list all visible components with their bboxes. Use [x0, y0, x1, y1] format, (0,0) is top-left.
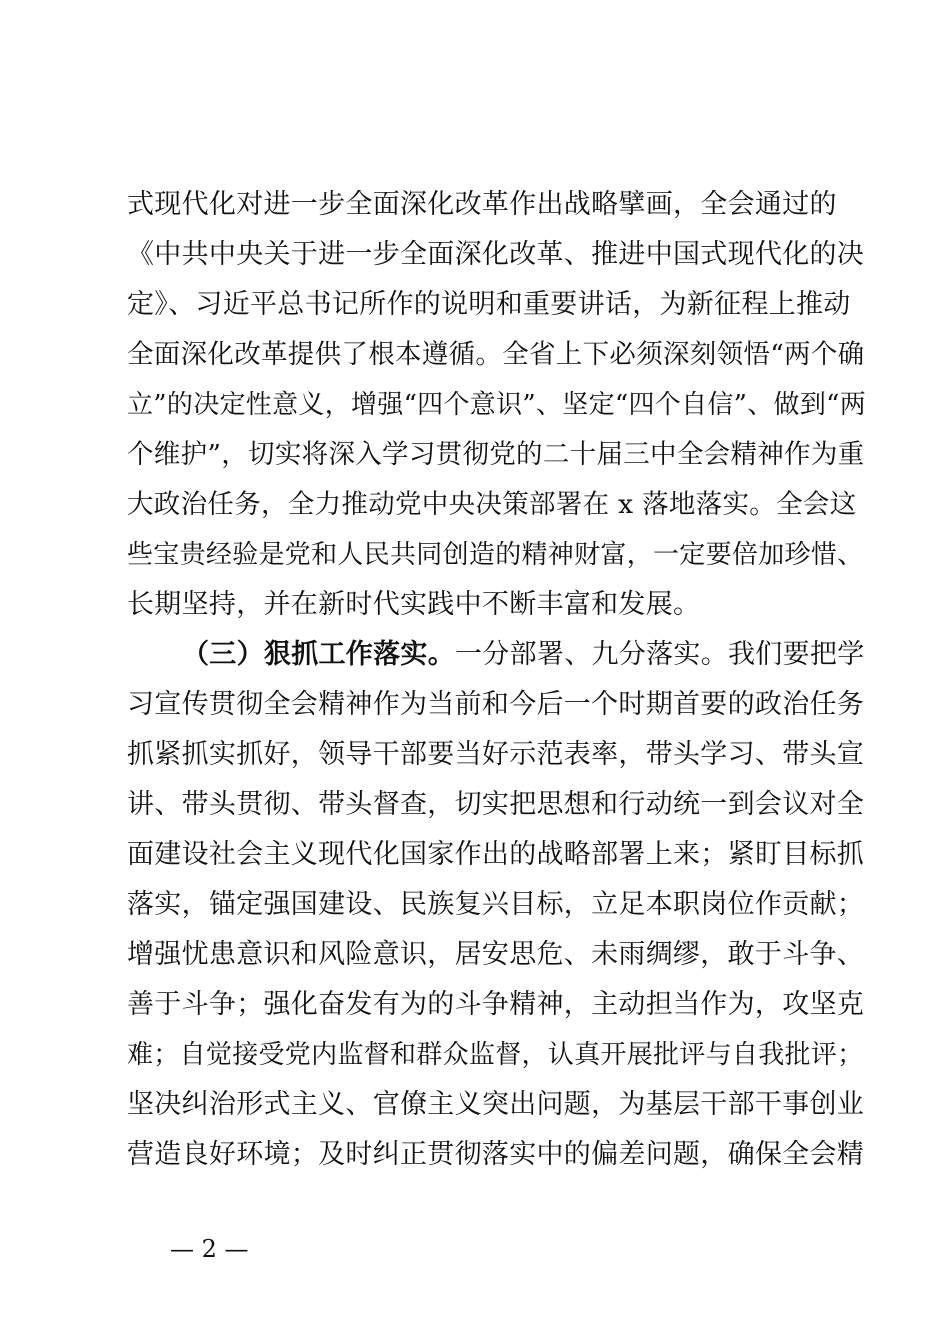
paragraph-line: 些宝贵经验是党和人民共同创造的精神财富，一定要倍加珍惜、 [127, 540, 864, 570]
paragraph-line: 立”的决定性意义，增强“四个意识”、坚定“四个自信”、做到“两 [127, 390, 867, 420]
paragraph-line: 式现代化对进一步全面深化改革作出战略擘画，全会通过的 [127, 189, 837, 220]
paragraph-line: 定》、习近平总书记所作的说明和重要讲话，为新征程上推动 [127, 289, 851, 320]
paragraph-line: 大政治任务，全力推动党中央决策部署在 x 落地落实。全会这 [127, 489, 857, 520]
paragraph-line: 全面深化改革提供了根本遵循。全省上下必须深刻领悟“两个确 [127, 339, 865, 370]
paragraph-line: 个维护”，切实将深入学习贯彻党的二十届三中全会精神作为重 [127, 439, 865, 470]
section-heading: （三）狠抓工作落实。 [182, 639, 455, 670]
paragraph-line: 习宣传贯彻全会精神作为当前和今后一个时期首要的政治任务 [127, 689, 865, 720]
paragraph-line: 善于斗争；强化奋发有为的斗争精神，主动担当作为，攻坚克 [127, 989, 865, 1020]
paragraph-line: 落实，锚定强国建设、民族复兴目标，立足本职岗位作贡献； [127, 889, 865, 920]
paragraph-line: 长期坚持，并在新时代实践中不断丰富和发展。 [127, 589, 701, 620]
paragraph-line: 坚决纠治形式主义、官僚主义突出问题，为基层干部干事创业 [127, 1089, 865, 1120]
page-number: — 2 — [170, 1235, 249, 1263]
paragraph-line: 营造良好环境；及时纠正贯彻落实中的偏差问题，确保全会精 [127, 1139, 865, 1170]
paragraph-line: 《中共中央关于进一步全面深化改革、推进中国式现代化的决 [127, 239, 865, 270]
paragraph-line: 增强忧患意识和风险意识，居安思危、未雨绸缪，敢于斗争、 [127, 939, 865, 970]
paragraph-line: 讲、带头贯彻、带头督查，切实把思想和行动统一到会议对全 [127, 789, 865, 820]
section-first-line [182, 635, 872, 675]
paragraph-line: 抓紧抓实抓好，领导干部要当好示范表率，带头学习、带头宣 [127, 739, 865, 770]
section-first-line-text: 一分部署、九分落实。我们要把学 [455, 639, 865, 670]
paragraph-line: 面建设社会主义现代化国家作出的战略部署上来；紧盯目标抓 [127, 839, 865, 870]
paragraph-line: 难；自觉接受党内监督和群众监督，认真开展批评与自我批评； [127, 1040, 864, 1070]
